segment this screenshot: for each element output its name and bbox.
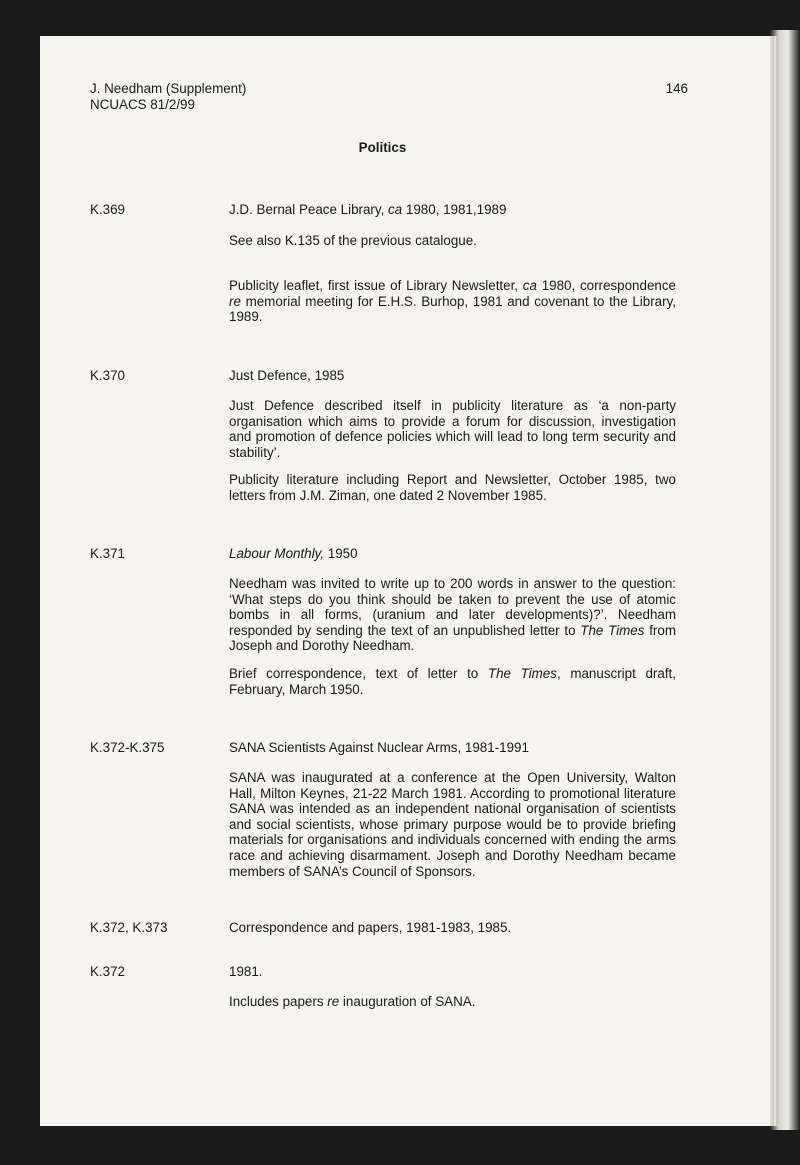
entry-ref: K.369 bbox=[90, 202, 125, 217]
section-title: Politics bbox=[358, 140, 407, 155]
document-page bbox=[40, 36, 770, 1126]
header-left bbox=[90, 81, 246, 112]
entry-paragraph: Publicity literature including Report and Newsletter, October 1985, two letters from J.M. Ziman, one dated 2 November 1985. bbox=[229, 472, 676, 503]
entry-ref: K.371 bbox=[90, 546, 125, 561]
page-edge bbox=[770, 30, 800, 1130]
page-number: 146 bbox=[665, 81, 688, 96]
entry-paragraph: Just Defence described itself in publicity literature as ‘a non-party organisation which aims to provide a forum for discussion, investigation and promotion of defence policies which will lead to long term security and stability’. bbox=[229, 398, 676, 460]
entry-heading: SANA Scientists Against Nuclear Arms, 1981-1991 bbox=[229, 740, 529, 755]
entry-ref: K.370 bbox=[90, 368, 125, 383]
entry-heading: Correspondence and papers, 1981-1983, 1985. bbox=[229, 920, 512, 935]
entry-paragraph: Includes papers re inauguration of SANA. bbox=[229, 994, 476, 1009]
entry-heading: Just Defence, 1985 bbox=[229, 368, 345, 383]
entry-paragraph: See also K.135 of the previous catalogue. bbox=[229, 233, 477, 248]
entry-paragraph: SANA was inaugurated at a conference at the Open University, Walton Hall, Milton Keynes, 21-22 March 1981. According to promotional literature SANA was intended as an independent national organisation of scientists and social scientists, whose primary purpose would be to provide briefing materials for organisations and individuals concerned with ending the arms race and achieving disarmament. Joseph and Dorothy Needham became members of SANA’s Council of Sponsors. bbox=[229, 770, 676, 879]
entry-heading: Labour Monthly, 1950 bbox=[229, 546, 358, 561]
entry-ref: K.372, K.373 bbox=[90, 920, 168, 935]
entry-paragraph: Publicity leaflet, first issue of Library Newsletter, ca 1980, correspondence re memorial meeting for E.H.S. Burhop, 1981 and covenant to the Library, 1989. bbox=[229, 278, 676, 325]
entry-ref: K.372 bbox=[90, 964, 125, 979]
entry-heading: 1981. bbox=[229, 964, 263, 979]
entry-paragraph: Needham was invited to write up to 200 words in answer to the question: ‘What steps do you think should be taken to prevent the use of atomic bombs in all forms, (uranium and later developments)?’. Needham responded by sending the text of an unpublished letter to The Times from Joseph and Dorothy Needham. bbox=[229, 576, 676, 654]
header-collection-title: J. Needham (Supplement) bbox=[90, 81, 247, 96]
entry-heading: J.D. Bernal Peace Library, ca 1980, 1981,1989 bbox=[229, 202, 507, 217]
entry-paragraph: Brief correspondence, text of letter to The Times, manuscript draft, February, March 1950. bbox=[229, 666, 676, 697]
header-catalogue-number: NCUACS 81/2/99 bbox=[90, 96, 195, 112]
entry-ref: K.372-K.375 bbox=[90, 740, 165, 755]
